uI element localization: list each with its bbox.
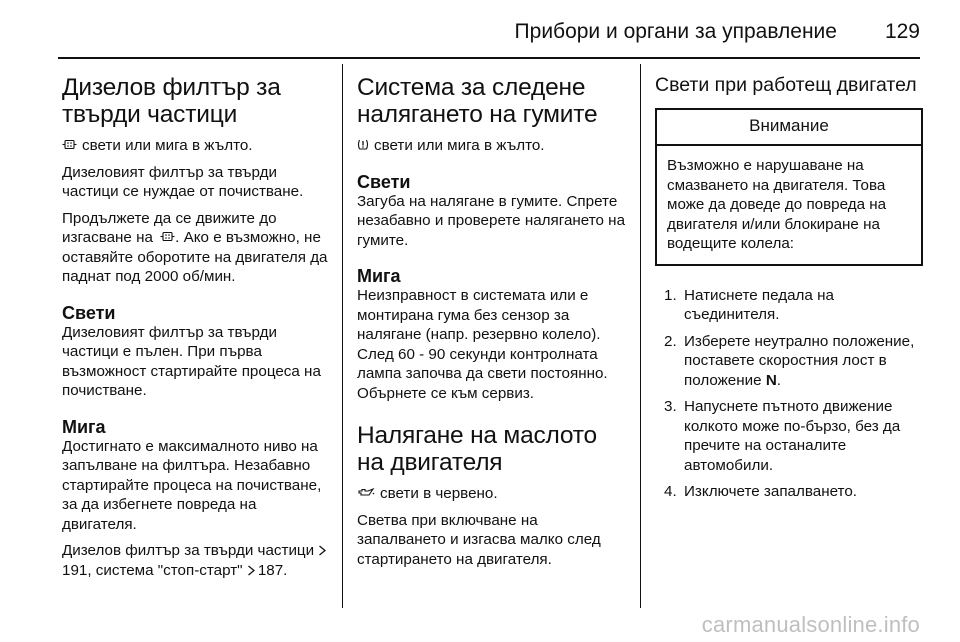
section-heading-tpms: Система за следене налягането на гумите [357,74,598,128]
page-header [515,14,920,50]
step-number: 4. [664,483,677,500]
tpms-sub-heading-on: Свети [357,171,411,192]
step-number: 1. [664,286,677,304]
list-item [655,286,923,325]
dpf-sub-text-on: Дизеловият филтър за твърди частици е пълен. При първа възможност стартирайте процеса на почистване. [62,323,321,399]
column-divider-2 [640,64,641,608]
dpf-references [62,541,332,580]
step-text: Изберете неутрално положение, поставете скоростния лост в положение [684,332,915,389]
oil-intro-text: свети в червено. [380,485,498,502]
reference-arrow-icon[interactable] [318,542,327,553]
warning-title: Внимание [657,110,921,146]
step-number: 2. [664,332,677,350]
header-divider [58,57,920,59]
column-3 [655,74,923,509]
dpf-sub-heading-on: Свети [62,302,116,323]
oil-can-icon [357,485,375,498]
section-heading-oil: Налягане на маслото на двигателя [357,422,597,476]
oil-paragraph: Светва при включване на запалването и изгасва малко след стартирането на двигателя. [357,511,601,568]
dpf-p2-a: Продължете да се движите до изгасване на [62,209,277,246]
dpf-paragraph-2 [62,209,332,287]
dpf-sub-heading-flash: Мига [62,416,106,437]
step-text-end: . [776,371,782,389]
step-text: Натиснете педала на съединителя. [684,286,834,323]
ref-text-a: Дизелов филтър за твърди частици [62,542,315,559]
section-heading-engine-running: Свети при работещ двигател [655,74,917,96]
header-title: Прибори и органи за управление [514,20,837,43]
column-divider-1 [342,64,343,608]
warning-text: Възможно е нарушаване на смазването на двигателя. Това може да доведе до повреда на двигателя и/или блокиране на водещите колела: [667,157,887,252]
dpf-paragraph-1: Дизеловият филтър за твърди частици се нуждае от почистване. [62,163,304,200]
tpms-sub-text-flash: Неизправност в системата или е монтирана гума без сензор за налягане (напр. резервно колело). След 60 - 90 секунди контролната лампа започва да свети постоянно. Обърнете се към сервиз. [357,287,608,402]
dpf-intro [62,136,332,156]
reference-arrow-icon[interactable] [247,562,256,573]
list-item [655,482,923,502]
tpms-intro-text: свети или мига в жълто. [374,137,545,154]
oil-intro [357,484,627,504]
dpf-p2-b: . Ако е възможно, не оставяйте оборотите на двигателя да паднат под 2000 об/мин. [62,229,328,285]
list-item [655,397,923,475]
section-heading-dpf: Дизелов филтър за твърди частици [62,74,281,128]
diesel-particulate-filter-icon [160,229,175,242]
steps-list [655,286,923,502]
dpf-intro-text: свети или мига в жълто. [82,137,253,154]
ref-text-c[interactable]: 187. [257,561,288,579]
tpms-sub-heading-flash: Мига [357,266,401,286]
warning-box [655,108,923,266]
ref-text-b[interactable]: 191, система "стоп-старт" [62,561,243,579]
tpms-sub-text-on: Загуба на налягане в гумите. Спрете незабавно и проверете налягането на гумите. [357,192,626,249]
column-2 [357,74,627,576]
tpms-intro [357,136,627,156]
tire-pressure-icon [357,137,369,150]
list-item [655,332,923,391]
page-number: 129 [884,20,920,43]
gear-position-n: N [765,371,777,389]
column-1 [62,74,332,587]
step-text: Напуснете пътното движение колкото може по-бързо, без да пречите на останалите автомобили. [684,398,901,474]
dpf-sub-text-flash: Достигнато е максималното ниво на запълване на филтъра. Незабавно стартирайте процеса на почистване, за да избегнете повреда на двигателя. [62,437,322,533]
step-text: Изключете запалването. [684,483,857,500]
diesel-particulate-filter-icon [62,137,77,150]
watermark: carmanualsonline.info [701,612,920,637]
step-number: 3. [664,398,677,415]
